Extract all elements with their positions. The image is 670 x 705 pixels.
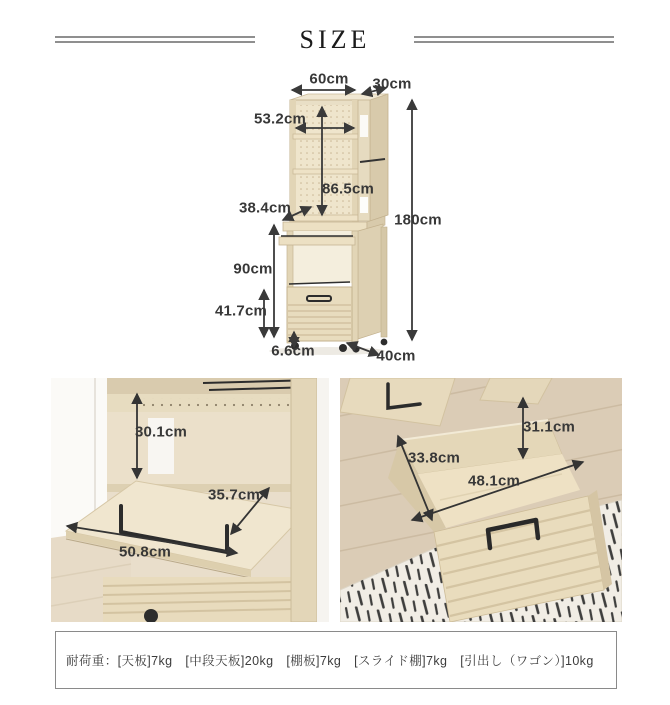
- dim-label-drawer-inner-height: 31.1cm: [522, 418, 576, 436]
- dim-label-shelf-inner-width: 53.2cm: [253, 110, 307, 128]
- wagon-front: [103, 577, 293, 622]
- dim-label-slide-shelf-width: 50.8cm: [118, 543, 172, 561]
- header-right-rule: [414, 36, 614, 43]
- size-diagram: [215, 55, 450, 370]
- header-left-rule: [55, 36, 255, 43]
- dim-label-total-height: 180cm: [394, 211, 442, 229]
- slide-out-shelf: [279, 236, 355, 245]
- dim-label-lower-height: 90cm: [233, 260, 273, 278]
- dim-label-drawer-inner-width: 48.1cm: [467, 472, 521, 490]
- dim-label-top-depth: 30cm: [372, 75, 412, 93]
- dim-label-base-depth: 40cm: [376, 347, 416, 365]
- photo-slide-shelf-detail: [51, 378, 329, 622]
- dim-label-drawer-inner-depth: 33.8cm: [407, 449, 461, 467]
- dim-label-slide-shelf-depth: 35.7cm: [207, 486, 261, 504]
- dim-label-wagon-height: 41.7cm: [214, 302, 268, 320]
- dim-label-upper-inner-height: 86.5cm: [321, 180, 375, 198]
- wagon-drawer: [287, 287, 352, 341]
- dim-label-floor-clearance: 6.6cm: [271, 342, 315, 360]
- photo-left-scene: [51, 378, 329, 622]
- dim-label-opening-height: 30.1cm: [134, 423, 188, 441]
- page-title: SIZE: [299, 25, 371, 54]
- photo-wagon-detail: [340, 378, 622, 622]
- dim-label-top-width: 60cm: [309, 70, 349, 88]
- photo-right-scene: [340, 378, 622, 622]
- load-capacity-box: [55, 631, 617, 689]
- lower-cabinet: [269, 224, 387, 355]
- load-capacity-text: 耐荷重：[天板]7kg [中段天板]20kg [棚板]7kg [スライド棚]7kg [引出し（ワゴン）]10kg: [66, 654, 594, 668]
- dim-label-middle-depth: 38.4cm: [238, 199, 292, 217]
- right-post: [291, 378, 317, 622]
